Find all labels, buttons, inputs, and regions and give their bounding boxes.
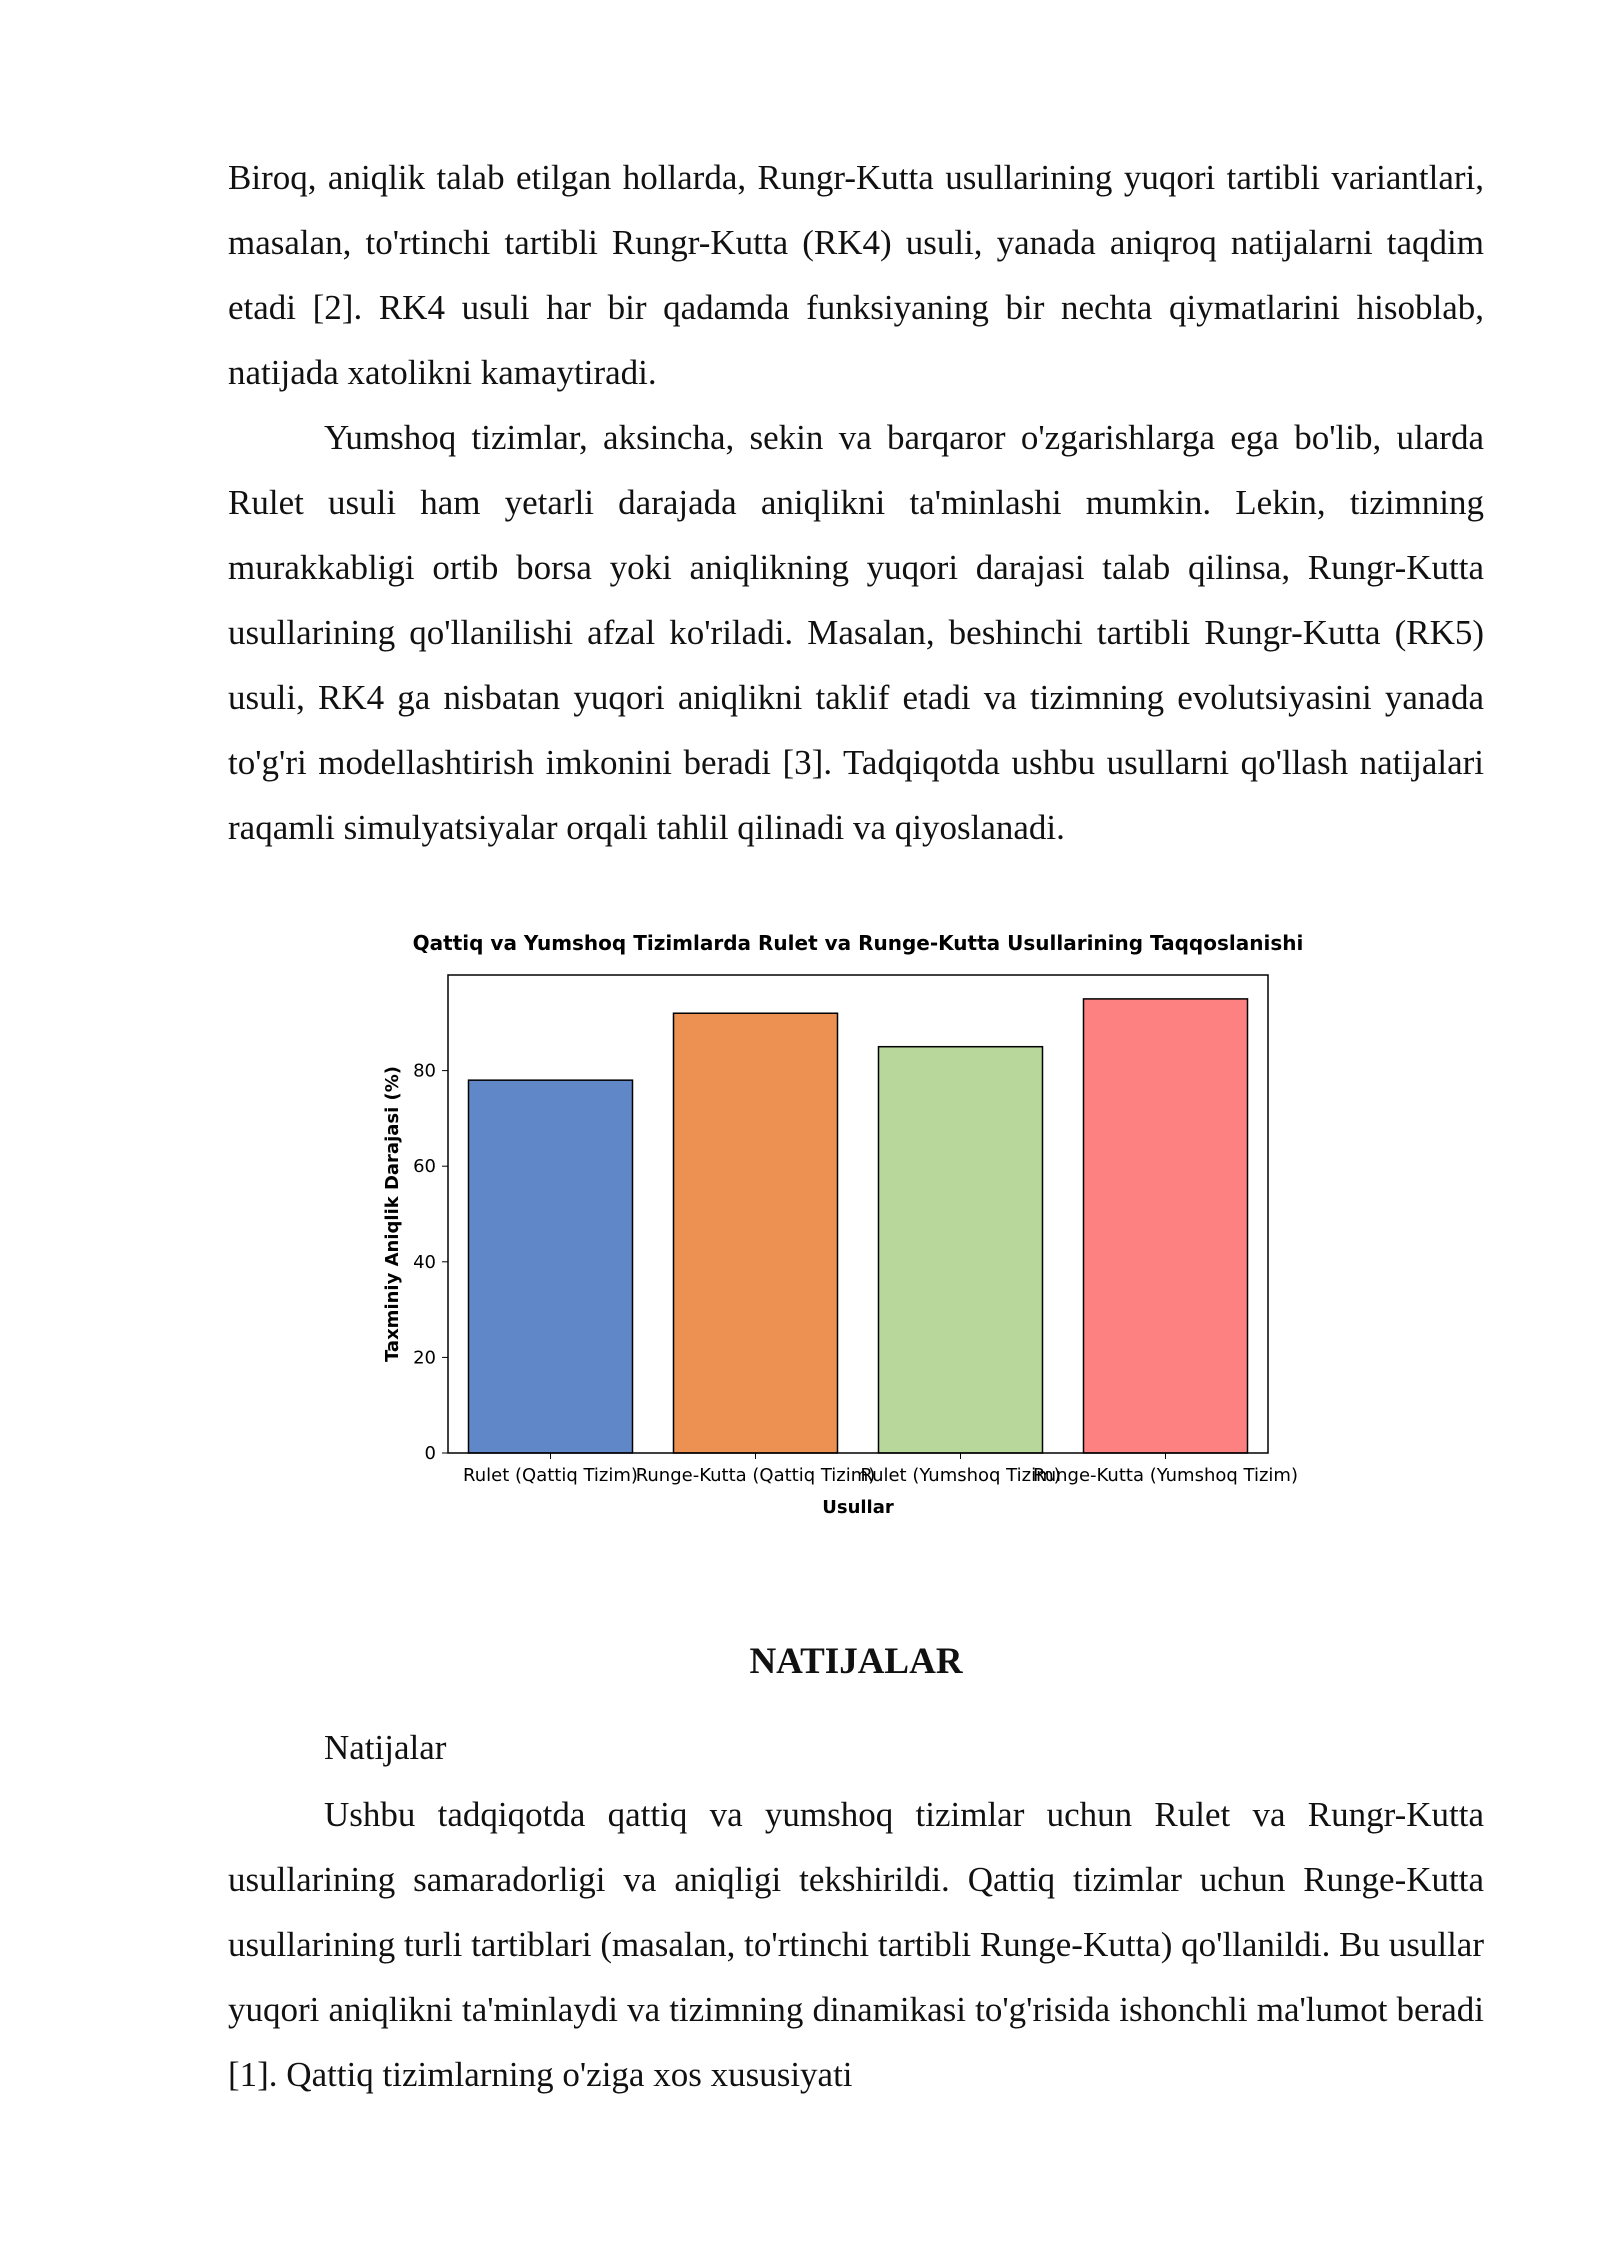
x-tick-label: Rulet (Yumshoq Tizim) [860,1465,1061,1486]
x-ticks-layer [463,1453,1298,1486]
bar-4 [1084,999,1248,1453]
bar-3 [879,1047,1043,1453]
y-tick-label: 60 [413,1156,436,1178]
chart-title: Qattiq va Yumshoq Tizimlarda Rulet va Runge-Kutta Usullarining Taqqoslanishi [412,931,1304,955]
bar-2 [674,1013,838,1453]
bar-1 [469,1080,633,1453]
y-tick-label: 0 [424,1443,436,1464]
x-tick-label: Runge-Kutta (Yumshoq Tizim) [1033,1465,1298,1486]
bars-layer [469,999,1248,1453]
bar-chart [340,925,1320,1525]
section-heading: NATIJALAR [749,1641,963,1682]
paragraph-rk4: Biroq, aniqlik talab etilgan hollarda, Rungr-Kutta usullarining yuqori tartibli variantlari, masalan, to'rtinchi tartibli Rungr-Kutta (RK4) usuli, yanada aniqroq natijalarni taqdim etadi [2]. RK4 usuli har bir qadamda funksiyaning bir nechta qiymatlarini hisoblab, natijada xatolikni kamaytiradi. [228,158,1484,392]
y-tick-label: 80 [413,1060,436,1082]
x-tick-label: Runge-Kutta (Qattiq Tizim) [635,1465,876,1486]
y-tick-label: 40 [413,1251,436,1273]
x-axis-label: Usullar [822,1497,894,1518]
subheading: Natijalar [324,1728,447,1767]
y-ticks-layer [413,1061,448,1464]
y-axis-label: Taxminiy Aniqlik Darajasi (%) [382,1065,403,1363]
x-tick-label: Rulet (Qattiq Tizim) [463,1465,638,1486]
paragraph-results: Ushbu tadqiqotda qattiq va yumshoq tizimlar uchun Rulet va Rungr-Kutta usullarining samaradorligi va aniqligi tekshirildi. Qattiq tizimlar uchun Runge-Kutta usullarining turli tartiblari (masalan, to'rtinchi tartibli Runge-Kutta) qo'llanildi. Bu usullar yuqori aniqlikni ta'minlaydi va tizimning dinamikasi to'g'risida ishonchli ma'lumot beradi [1]. Qattiq tizimlarning o'ziga xos xususiyati [228,1795,1484,2094]
y-tick-label: 20 [413,1347,436,1369]
paragraph-soft-systems: Yumshoq tizimlar, aksincha, sekin va barqaror o'zgarishlarga ega bo'lib, ularda Rulet usuli ham yetarli darajada aniqlikni ta'minlashi mumkin. Lekin, tizimning murakkabligi ortib borsa yoki aniqlikning yuqori darajasi talab qilinsa, Rungr-Kutta usullarining qo'llanilishi afzal ko'riladi. Masalan, beshinchi tartibli Rungr-Kutta (RK5) usuli, RK4 ga nisbatan yuqori aniqlikni taklif etadi va tizimning evolutsiyasini yanada to'g'ri modellashtirish imkonini beradi [3]. Tadqiqotda ushbu usullarni qo'llash natijalari raqamli simulyatsiyalar orqali tahlil qilinadi va qiyoslanadi. [228,418,1484,847]
